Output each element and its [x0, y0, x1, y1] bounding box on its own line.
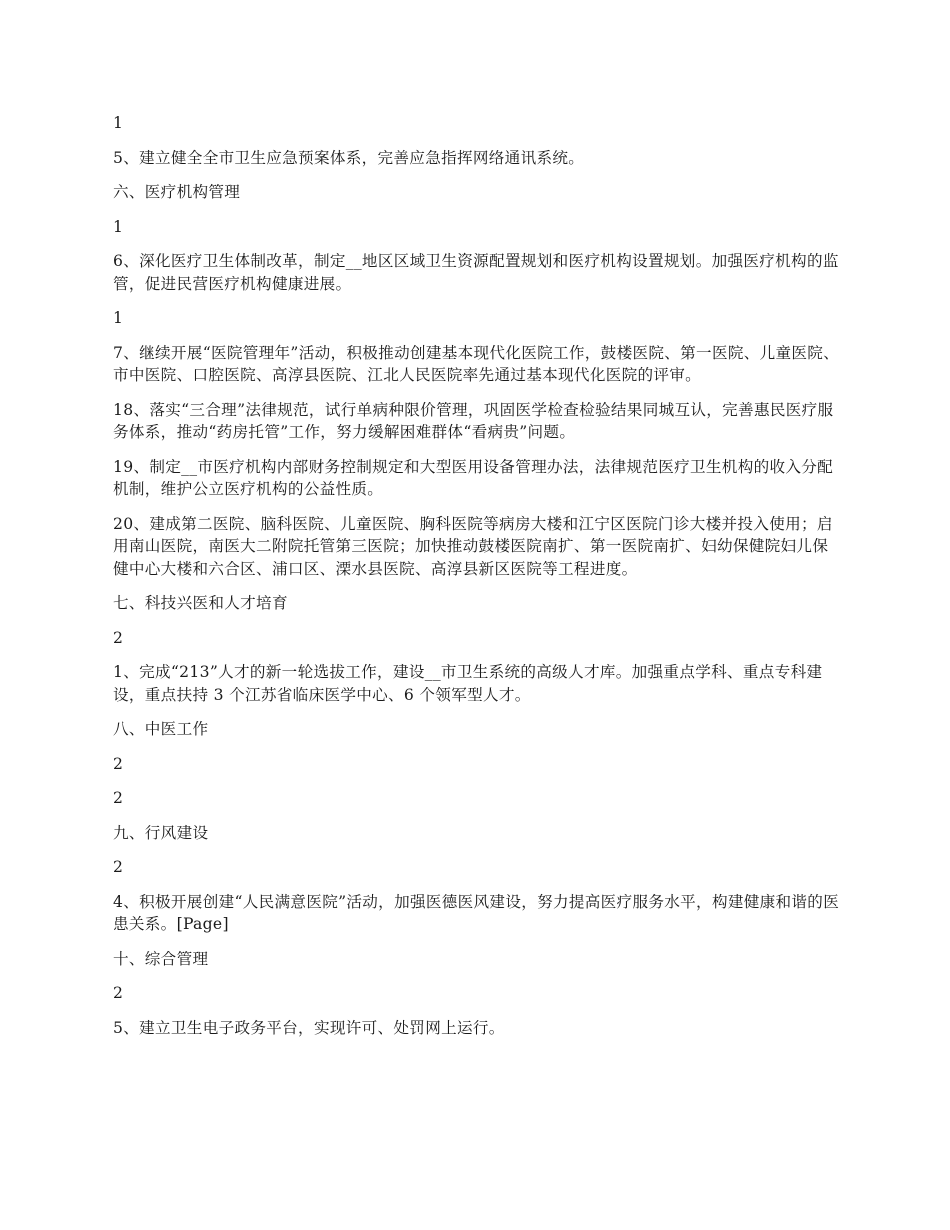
section-heading: 六、医疗机构管理: [113, 183, 241, 201]
section-heading: 十、综合管理: [113, 949, 209, 968]
paragraph: 7、继续开展“医院管理年”活动，积极推动创建基本现代化医院工作，鼓楼医院、第一医院、儿童医院、市中医院、口腔医院、高淳县医院、江北人民医院率先通过基本现代化医院的评审。: [113, 343, 840, 384]
paragraph-number: 1: [113, 217, 124, 236]
paragraph-number: 2: [113, 858, 124, 876]
document-body: [113, 112, 841, 1051]
section-heading: 七、科技兴医和人才培育: [113, 594, 288, 612]
paragraph-number: 2: [113, 628, 124, 647]
paragraph-number: 2: [113, 984, 124, 1002]
paragraph-number: 1: [113, 114, 124, 132]
paragraph: 20、建成第二医院、脑科医院、儿童医院、胸科医院等病房大楼和江宁区医院门诊大楼并投入使用；启用南山医院，南医大二附院托管第三医院；加快推动鼓楼医院南扩、第一医院南扩、妇幼保健院妇儿保健中心大楼和六合区、浦口区、溧水县医院、高淳县新区医院等工程进度。: [113, 514, 833, 578]
paragraph: 5、建立卫生电子政务平台，实现许可、处罚网上运行。: [113, 1018, 505, 1037]
section-heading: 八、中医工作: [113, 720, 209, 738]
paragraph: 18、落实“三合理”法律规范，试行单病种限价管理，巩固医学检查检验结果同城互认，完善惠民医疗服务体系，推动“药房托管”工作，努力缓解困难群体“看病贵”问题。: [113, 400, 834, 441]
paragraph: 4、积极开展创建“人民满意医院”活动，加强医德医风建设，努力提高医疗服务水平，构建健康和谐的医患关系。[Page]: [113, 892, 840, 933]
paragraph: 6、深化医疗卫生体制改革，制定__地区区域卫生资源配置规划和医疗机构设置规划。加强医疗机构的监管，促进民营医疗机构健康进展。: [113, 252, 839, 293]
paragraph-number: 2: [113, 789, 124, 807]
paragraph-number: 2: [113, 754, 124, 773]
section-heading: 九、行风建设: [113, 823, 209, 842]
paragraph: 19、制定__市医疗机构内部财务控制规定和大型医用设备管理办法，法律规范医疗卫生机构的收入分配机制，维护公立医疗机构的公益性质。: [113, 457, 834, 498]
paragraph: 1、完成“213”人才的新一轮选拔工作，建设__市卫生系统的高级人才库。加强重点学科、重点专科建设，重点扶持 3 个江苏省临床医学中心、6 个领军型人才。: [113, 663, 823, 704]
paragraph-number: 1: [113, 309, 124, 327]
paragraph: 5、建立健全全市卫生应急预案体系，完善应急指挥网络通讯系统。: [113, 148, 585, 167]
